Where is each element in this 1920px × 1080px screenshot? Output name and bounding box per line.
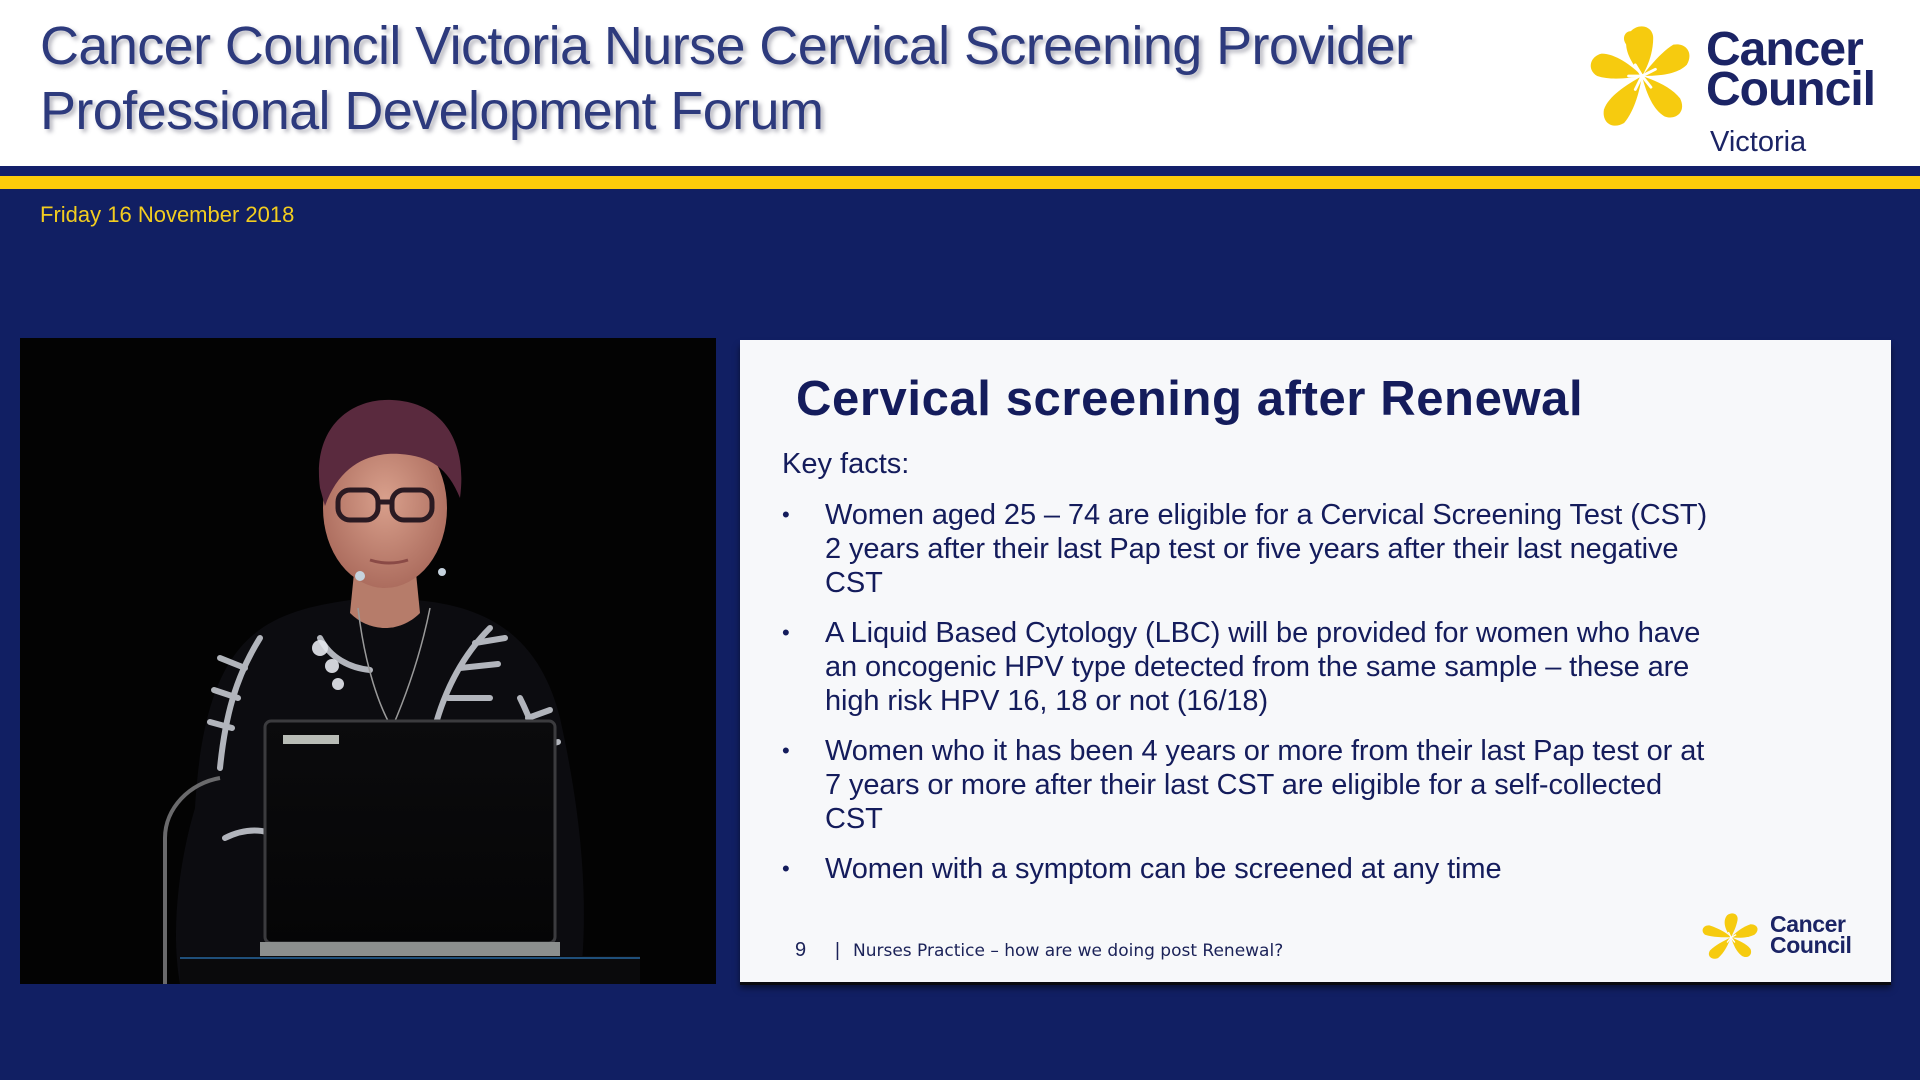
cancer-council-victoria-logo [1586, 20, 1906, 160]
forum-title-line-1: Cancer Council Victoria Nurse Cervical Screening Provider [40, 16, 1413, 76]
forum-title-line-2: Professional Development Forum [40, 81, 824, 141]
slide-logo-brand-line-2: Council [1770, 932, 1852, 958]
presenter-video-frame [20, 338, 716, 984]
slide-logo-brand-text [1770, 911, 1852, 958]
slide-title: Cervical screening after Renewal [796, 372, 1584, 426]
slide-subheading: Key facts: [782, 448, 910, 480]
presentation-slide [740, 340, 1891, 982]
bullet-item [782, 616, 1842, 718]
bullet-point-icon: • [782, 738, 790, 763]
daffodil-icon [1586, 20, 1698, 132]
bullet-item [782, 498, 1842, 600]
slide-logo-brand-line-1: Cancer [1770, 911, 1846, 937]
bullet-line: Women aged 25 – 74 are eligible for a Cervical Screening Test (CST) [825, 499, 1708, 531]
bullet-line: CST [825, 567, 883, 599]
bullet-line: Women with a symptom can be screened at any time [825, 853, 1502, 885]
daffodil-icon [1698, 910, 1764, 962]
bullet-list [782, 498, 1842, 902]
page-header [0, 0, 1920, 166]
slide-footer [795, 938, 1283, 962]
logo-brand-line-1: Cancer [1706, 23, 1863, 76]
bullet-line: 2 years after their last Pap test or five years after their last negative [825, 533, 1679, 565]
logo-brand-text [1706, 23, 1875, 116]
bullet-item [782, 734, 1842, 836]
bullet-line: CST [825, 803, 883, 835]
header-stripe-yellow [0, 176, 1920, 189]
bullet-point-icon: • [782, 502, 790, 527]
bullet-line: high risk HPV 16, 18 or not (16/18) [825, 685, 1269, 717]
logo-brand-line-2: Council [1706, 63, 1875, 116]
event-date: Friday 16 November 2018 [40, 202, 295, 227]
footer-presentation-title: Nurses Practice – how are we doing post Renewal? [853, 941, 1284, 961]
bullet-line: an oncogenic HPV type detected from the same sample – these are [825, 651, 1690, 683]
bullet-line: A Liquid Based Cytology (LBC) will be provided for women who have [825, 617, 1701, 649]
footer-separator: | [835, 940, 840, 961]
bullet-point-icon: • [782, 620, 790, 645]
bullet-item [782, 852, 1842, 886]
bullet-line: 7 years or more after their last CST are eligible for a self-collected [825, 769, 1663, 801]
forum-title [40, 14, 1412, 144]
bullet-line: Women who it has been 4 years or more from their last Pap test or at [825, 735, 1705, 767]
slide-page-number: 9 [795, 939, 807, 961]
bullet-point-icon: • [782, 856, 790, 881]
presenter-video[interactable] [20, 338, 716, 984]
slide-cancer-council-logo [1698, 908, 1878, 964]
header-stripe-navy [0, 166, 1920, 176]
logo-region-text: Victoria [1710, 126, 1807, 158]
